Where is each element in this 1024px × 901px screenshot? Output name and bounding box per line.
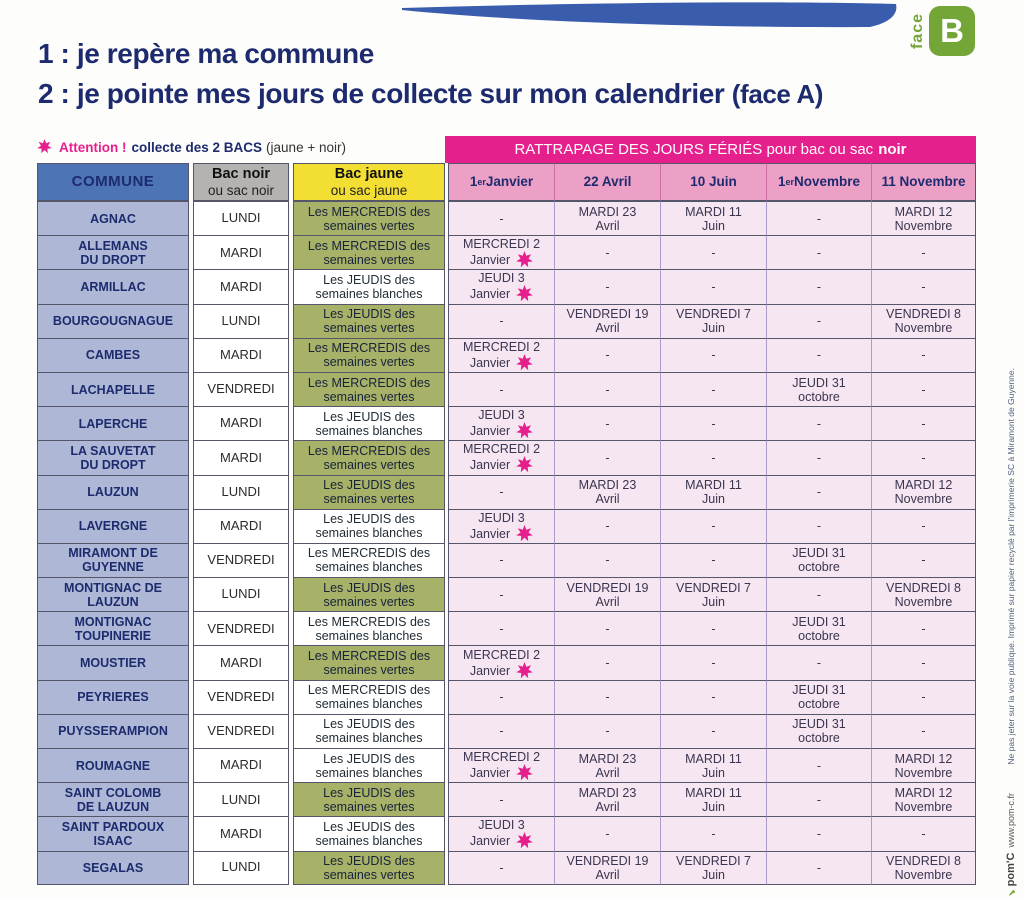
banner-bold-word: noir <box>878 141 907 158</box>
commune-cell: MONTIGNAC DE LAUZUN <box>37 577 189 611</box>
bac-jaune-schedule-cell: Les JEUDIS des semaines vertes <box>293 851 445 885</box>
attention-star-icon <box>37 139 52 157</box>
holiday-date-cell: VENDREDI 8 Novembre <box>871 304 976 338</box>
bac-noir-day-cell: MARDI <box>193 748 289 782</box>
bac-jaune-schedule-cell: Les JEUDIS des semaines vertes <box>293 304 445 338</box>
commune-cell: AGNAC <box>37 201 189 235</box>
holiday-date-cell: - <box>871 406 976 440</box>
holiday-date-cell: JEUDI 3 Janvier <box>448 269 554 303</box>
holiday-date-cell: MARDI 11 Juin <box>660 475 766 509</box>
holiday-date-cell: - <box>448 611 554 645</box>
bac-jaune-schedule-cell: Les MERCREDIS des semaines vertes <box>293 645 445 679</box>
holiday-date-cell: - <box>660 440 766 474</box>
bac-noir-day-cell: MARDI <box>193 235 289 269</box>
commune-cell: LAUZUN <box>37 475 189 509</box>
col-header-commune: COMMUNE <box>37 163 189 201</box>
face-b-badge <box>909 6 975 56</box>
holiday-date-cell: - <box>766 851 871 885</box>
holiday-date-cell: - <box>871 543 976 577</box>
bac-noir-day-cell: VENDREDI <box>193 543 289 577</box>
commune-cell: SAINT PARDOUX ISAAC <box>37 816 189 850</box>
holiday-date-cell: - <box>554 645 660 679</box>
star-icon <box>516 456 533 473</box>
holiday-date-cell: MERCREDI 2 Janvier <box>448 645 554 679</box>
holiday-date-cell: - <box>448 680 554 714</box>
commune-cell: LAPERCHE <box>37 406 189 440</box>
bac-noir-day-cell: MARDI <box>193 645 289 679</box>
holiday-date-cell: MERCREDI 2 Janvier <box>448 235 554 269</box>
holiday-date-cell: - <box>448 201 554 235</box>
holiday-date-cell: JEUDI 3 Janvier <box>448 816 554 850</box>
holiday-date-cell: - <box>554 611 660 645</box>
title-step-1: 1 : je repère ma commune <box>38 38 374 69</box>
holiday-date-cell: MARDI 23 Avril <box>554 475 660 509</box>
holiday-date-cell: - <box>871 235 976 269</box>
bac-jaune-schedule-cell: Les MERCREDIS des semaines vertes <box>293 372 445 406</box>
side-margin-notes <box>1005 368 1017 896</box>
holiday-date-cell: - <box>871 714 976 748</box>
holiday-date-cell: - <box>766 748 871 782</box>
bac-jaune-schedule-cell: Les JEUDIS des semaines blanches <box>293 816 445 850</box>
holiday-date-cell: - <box>871 816 976 850</box>
commune-cell: ALLEMANS DU DROPT <box>37 235 189 269</box>
holiday-date-cell: - <box>660 406 766 440</box>
holiday-date-cell: - <box>554 235 660 269</box>
commune-cell: PUYSSERAMPION <box>37 714 189 748</box>
holiday-date-cell: MARDI 11 Juin <box>660 748 766 782</box>
bac-noir-day-cell: LUNDI <box>193 201 289 235</box>
holiday-date-cell: - <box>871 509 976 543</box>
bac-noir-day-cell: MARDI <box>193 816 289 850</box>
attention-note <box>37 136 445 163</box>
holiday-date-cell: - <box>766 269 871 303</box>
holiday-date-cell: MARDI 12 Novembre <box>871 782 976 816</box>
holiday-date-cell: MARDI 11 Juin <box>660 782 766 816</box>
bac-jaune-schedule-cell: Les MERCREDIS des semaines vertes <box>293 440 445 474</box>
holiday-date-cell: MARDI 23 Avril <box>554 782 660 816</box>
holiday-date-cell: - <box>766 782 871 816</box>
holiday-date-cell: MERCREDI 2 Janvier <box>448 440 554 474</box>
holiday-date-cell: VENDREDI 8 Novembre <box>871 851 976 885</box>
holiday-date-cell: - <box>660 543 766 577</box>
holiday-date-cell: - <box>660 338 766 372</box>
commune-cell: MIRAMONT DE GUYENNE <box>37 543 189 577</box>
holiday-date-cell: - <box>766 645 871 679</box>
holiday-date-cell: JEUDI 3 Janvier <box>448 406 554 440</box>
holiday-date-cell: JEUDI 31 octobre <box>766 543 871 577</box>
holiday-date-cell: - <box>766 201 871 235</box>
holiday-date-cell: VENDREDI 7 Juin <box>660 577 766 611</box>
holiday-date-cell: - <box>554 714 660 748</box>
col-header-bac-jaune: Bac jaune ou sac jaune <box>293 163 445 201</box>
commune-cell: PEYRIERES <box>37 680 189 714</box>
holiday-date-cell: - <box>448 304 554 338</box>
holiday-date-cell: - <box>554 440 660 474</box>
holiday-date-cell: - <box>871 440 976 474</box>
col-header-11-novembre: 11 Novembre <box>871 163 976 201</box>
holiday-date-cell: - <box>660 611 766 645</box>
bac-jaune-schedule-cell: Les JEUDIS des semaines blanches <box>293 509 445 543</box>
star-icon <box>516 525 533 542</box>
attention-detail-text: (jaune + noir) <box>266 140 346 155</box>
holiday-date-cell: - <box>448 577 554 611</box>
bac-jaune-schedule-cell: Les JEUDIS des semaines vertes <box>293 475 445 509</box>
bac-jaune-schedule-cell: Les MERCREDIS des semaines vertes <box>293 235 445 269</box>
bac-jaune-schedule-cell: Les MERCREDIS des semaines blanches <box>293 543 445 577</box>
holiday-date-cell: - <box>660 235 766 269</box>
commune-cell: MONTIGNAC TOUPINERIE <box>37 611 189 645</box>
col-header-10-juin: 10 Juin <box>660 163 766 201</box>
print-note: Ne pas jeter sur la voie publique. Imprimé sur papier recyclé par l'imprimerie SC à Miramont de Guyenne. <box>1006 368 1016 765</box>
holiday-date-cell: - <box>766 235 871 269</box>
holiday-date-cell: - <box>766 816 871 850</box>
holiday-date-cell: VENDREDI 7 Juin <box>660 851 766 885</box>
bac-noir-day-cell: VENDREDI <box>193 680 289 714</box>
holiday-date-cell: MARDI 12 Novembre <box>871 201 976 235</box>
bac-jaune-schedule-cell: Les JEUDIS des semaines blanches <box>293 748 445 782</box>
holiday-date-cell: - <box>660 680 766 714</box>
bac-noir-day-cell: VENDREDI <box>193 611 289 645</box>
commune-cell: SEGALAS <box>37 851 189 885</box>
bac-noir-day-cell: LUNDI <box>193 304 289 338</box>
holiday-date-cell: MARDI 23 Avril <box>554 201 660 235</box>
col-header-22-avril: 22 Avril <box>554 163 660 201</box>
bac-noir-day-cell: LUNDI <box>193 577 289 611</box>
holiday-date-cell: - <box>448 475 554 509</box>
holiday-date-cell: JEUDI 31 octobre <box>766 714 871 748</box>
bac-noir-day-cell: MARDI <box>193 269 289 303</box>
holiday-date-cell: - <box>660 816 766 850</box>
commune-cell: LACHAPELLE <box>37 372 189 406</box>
holiday-date-cell: MERCREDI 2 Janvier <box>448 748 554 782</box>
holiday-date-cell: - <box>660 645 766 679</box>
holiday-date-cell: - <box>660 509 766 543</box>
bac-jaune-schedule-cell: Les MERCREDIS des semaines blanches <box>293 611 445 645</box>
commune-cell: SAINT COLOMB DE LAUZUN <box>37 782 189 816</box>
holiday-date-cell: JEUDI 3 Janvier <box>448 509 554 543</box>
holiday-date-cell: - <box>448 372 554 406</box>
holiday-date-cell: - <box>766 406 871 440</box>
holiday-date-cell: - <box>871 338 976 372</box>
holiday-banner <box>445 136 976 163</box>
holiday-date-cell: - <box>871 372 976 406</box>
attention-strong-text: collecte des 2 BACS <box>131 140 263 155</box>
holiday-date-cell: VENDREDI 19 Avril <box>554 304 660 338</box>
holiday-date-cell: - <box>660 714 766 748</box>
holiday-date-cell: MERCREDI 2 Janvier <box>448 338 554 372</box>
page-title <box>38 34 823 114</box>
commune-cell: ARMILLAC <box>37 269 189 303</box>
col-header-1er-novembre: 1 er Novembre <box>766 163 871 201</box>
bac-jaune-schedule-cell: Les JEUDIS des semaines blanches <box>293 269 445 303</box>
pomc-leaf-icon: ✔ <box>1006 886 1016 896</box>
bac-jaune-schedule-cell: Les MERCREDIS des semaines vertes <box>293 338 445 372</box>
holiday-date-cell: VENDREDI 19 Avril <box>554 851 660 885</box>
commune-cell: BOURGOUGNAGUE <box>37 304 189 338</box>
holiday-date-cell: - <box>554 372 660 406</box>
attention-label: Attention ! <box>59 140 127 155</box>
holiday-date-cell: - <box>448 851 554 885</box>
col-header-bac-noir: Bac noir ou sac noir <box>193 163 289 201</box>
title-step-2: 2 : je pointe mes jours de collecte sur mon calendrier (face A) <box>38 77 823 109</box>
holiday-date-cell: - <box>871 680 976 714</box>
holiday-date-cell: MARDI 11 Juin <box>660 201 766 235</box>
bac-jaune-schedule-cell: Les JEUDIS des semaines blanches <box>293 406 445 440</box>
commune-cell: LA SAUVETAT DU DROPT <box>37 440 189 474</box>
star-icon <box>516 354 533 371</box>
star-icon <box>516 764 533 781</box>
holiday-date-cell: JEUDI 31 octobre <box>766 611 871 645</box>
holiday-date-cell: JEUDI 31 octobre <box>766 680 871 714</box>
bac-noir-day-cell: LUNDI <box>193 475 289 509</box>
holiday-date-cell: - <box>766 304 871 338</box>
holiday-date-cell: - <box>554 338 660 372</box>
holiday-date-cell: - <box>766 440 871 474</box>
holiday-date-cell: - <box>766 338 871 372</box>
holiday-date-cell: - <box>871 645 976 679</box>
commune-cell: LAVERGNE <box>37 509 189 543</box>
holiday-date-cell: - <box>766 577 871 611</box>
bac-noir-day-cell: MARDI <box>193 406 289 440</box>
holiday-date-cell: - <box>766 475 871 509</box>
collection-table <box>37 136 976 885</box>
holiday-date-cell: JEUDI 31 octobre <box>766 372 871 406</box>
star-icon <box>516 832 533 849</box>
commune-cell: CAMBES <box>37 338 189 372</box>
holiday-date-cell: - <box>871 269 976 303</box>
commune-cell: MOUSTIER <box>37 645 189 679</box>
holiday-date-cell: - <box>448 543 554 577</box>
holiday-date-cell: - <box>554 406 660 440</box>
bac-noir-day-cell: VENDREDI <box>193 372 289 406</box>
holiday-date-cell: MARDI 23 Avril <box>554 748 660 782</box>
bac-noir-day-cell: VENDREDI <box>193 714 289 748</box>
holiday-date-cell: MARDI 12 Novembre <box>871 475 976 509</box>
holiday-date-cell: MARDI 12 Novembre <box>871 748 976 782</box>
holiday-date-cell: - <box>554 816 660 850</box>
banner-text: RATTRAPAGE DES JOURS FÉRIÉS pour bac ou sac <box>514 141 874 158</box>
star-icon <box>516 285 533 302</box>
holiday-date-cell: - <box>554 680 660 714</box>
bac-jaune-schedule-cell: Les MERCREDIS des semaines blanches <box>293 680 445 714</box>
bac-noir-day-cell: LUNDI <box>193 851 289 885</box>
title-face-a-ref: (face A) <box>731 78 823 109</box>
face-badge-letter: B <box>929 6 975 56</box>
holiday-date-cell: - <box>448 714 554 748</box>
holiday-date-cell: - <box>660 269 766 303</box>
star-icon <box>516 251 533 268</box>
bac-noir-day-cell: MARDI <box>193 338 289 372</box>
holiday-date-cell: VENDREDI 19 Avril <box>554 577 660 611</box>
bac-noir-day-cell: MARDI <box>193 440 289 474</box>
star-icon <box>37 139 52 154</box>
printer-brand: ✔pom'C www.pom-c.fr <box>1005 792 1017 896</box>
face-badge-word: face <box>909 12 926 50</box>
commune-cell: ROUMAGNE <box>37 748 189 782</box>
holiday-date-cell: - <box>871 611 976 645</box>
col-header-1er-janvier: 1 er Janvier <box>448 163 554 201</box>
bac-jaune-schedule-cell: Les MERCREDIS des semaines vertes <box>293 201 445 235</box>
bac-jaune-schedule-cell: Les JEUDIS des semaines vertes <box>293 577 445 611</box>
bac-noir-day-cell: LUNDI <box>193 782 289 816</box>
holiday-date-cell: VENDREDI 8 Novembre <box>871 577 976 611</box>
holiday-date-cell: - <box>554 509 660 543</box>
holiday-date-cell: - <box>554 269 660 303</box>
star-icon <box>516 662 533 679</box>
star-icon <box>516 422 533 439</box>
holiday-date-cell: - <box>660 372 766 406</box>
holiday-date-cell: - <box>448 782 554 816</box>
holiday-date-cell: - <box>766 509 871 543</box>
bac-jaune-schedule-cell: Les JEUDIS des semaines blanches <box>293 714 445 748</box>
holiday-date-cell: - <box>554 543 660 577</box>
holiday-date-cell: VENDREDI 7 Juin <box>660 304 766 338</box>
bac-jaune-schedule-cell: Les JEUDIS des semaines vertes <box>293 782 445 816</box>
bac-noir-day-cell: MARDI <box>193 509 289 543</box>
